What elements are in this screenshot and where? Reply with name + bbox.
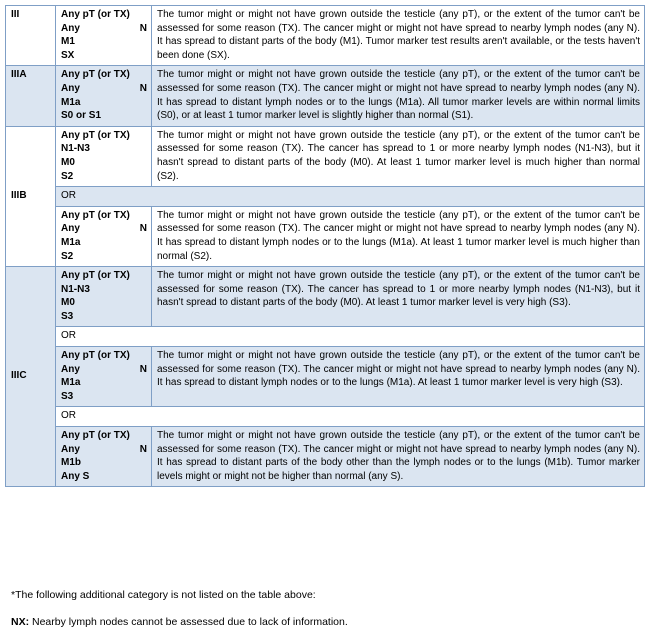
code-m: M1b (61, 457, 81, 469)
code-s: S2 (61, 170, 74, 182)
stage-codes (56, 206, 152, 266)
code-t: Any pT (or TX) (61, 209, 130, 221)
stage-description: The tumor might or might not have grown outside the testicle (any pT), or the extent of the tumor can't be assessed for some reason (TX). The cancer has spread to 1 or more nearby lymph nodes (N1-N3), but it hasn't spread to distant parts of the body (M0). At least 1 tumor marker level is much higher than normal (S2). (152, 126, 645, 186)
code-t: Any pT (or TX) (61, 430, 130, 442)
stage-codes (56, 267, 152, 327)
table-row-iiic-3 (6, 427, 645, 487)
or-divider: OR (56, 407, 645, 427)
code-s: SX (61, 49, 75, 61)
table-row-iiib-or (6, 187, 645, 207)
or-divider: OR (56, 327, 645, 347)
table-row-iii (6, 6, 645, 66)
code-s: S0 or S1 (61, 110, 102, 122)
table-row-iiic-1 (6, 267, 645, 327)
code-n (61, 222, 147, 236)
stage-codes (56, 427, 152, 487)
code-n-part: Any (61, 223, 80, 235)
stage-description: The tumor might or might not have grown outside the testicle (any pT), or the extent of the tumor can't be assessed for some reason (TX). The cancer might or might not have spread to nearby lymph nodes (any N). It has spread to distant lymph nodes or to the lungs (M1a). All tumor marker levels are within normal limits (S0), or at least 1 tumor marker level is slightly higher than normal (S1). (152, 66, 645, 126)
stage-codes (56, 347, 152, 407)
code-n-part: N (139, 363, 147, 375)
code-t: Any pT (or TX) (61, 9, 130, 20)
code-t: Any pT (or TX) (61, 69, 130, 81)
code-s: S2 (61, 250, 74, 262)
stage-description: The tumor might or might not have grown outside the testicle (any pT), or the extent of the tumor can't be assessed for some reason (TX). The cancer might or might not have spread to nearby lymph nodes (any N). It has spread to distant lymph nodes or to the lungs (M1a). At least 1 tumor marker level is very high (S3). (152, 347, 645, 407)
code-m: M1a (61, 236, 81, 248)
code-n-part: N (139, 82, 147, 94)
code-n (61, 22, 147, 36)
code-m: M1 (61, 36, 75, 48)
stage-description: The tumor might or might not have grown outside the testicle (any pT), or the extent of the tumor can't be assessed for some reason (TX). The cancer might or might not have spread to nearby lymph nodes (any N). It has spread to distant parts of the body (M1). Tumor marker test results aren't available, or the tests haven't been done (SX). (152, 6, 645, 66)
code-s: S3 (61, 310, 74, 322)
footnote-text: *The following additional category is not listed on the table above: (11, 589, 316, 601)
code-t: Any pT (or TX) (61, 350, 130, 362)
code-m: M0 (61, 156, 75, 168)
code-t: Any pT (or TX) (61, 270, 130, 282)
nx-definition (11, 616, 348, 628)
code-t: Any pT (or TX) (61, 129, 130, 141)
stage-codes (56, 6, 152, 66)
code-n: N1-N3 (61, 143, 90, 155)
code-n-part: N (139, 223, 147, 235)
table-row-iiic-or-1 (6, 327, 645, 347)
stage-label: IIIA (6, 66, 56, 126)
or-divider: OR (56, 187, 645, 207)
nx-definition-text: Nearby lymph nodes cannot be assessed due to lack of information. (29, 616, 348, 628)
code-n-part: Any (61, 363, 80, 375)
stage-codes (56, 66, 152, 126)
code-s: S3 (61, 390, 74, 402)
code-s: Any S (61, 470, 90, 482)
code-n-part: Any (61, 443, 80, 455)
code-line (61, 8, 147, 22)
table-row-iiib-1 (6, 126, 645, 186)
stage-description: The tumor might or might not have grown outside the testicle (any pT), or the extent of the tumor can't be assessed for some reason (TX). The cancer has spread to 1 or more nearby lymph nodes (N1-N3), but it hasn't spread to distant parts of the body (M0). At least 1 tumor marker level is very high (S3). (152, 267, 645, 327)
table-row-iiic-2 (6, 347, 645, 407)
stage-label: III (6, 6, 56, 66)
code-n-part: N (139, 443, 147, 455)
stage-description: The tumor might or might not have grown outside the testicle (any pT), or the extent of the tumor can't be assessed for some reason (TX). The cancer might or might not have spread to nearby lymph nodes (any N). It has spread to distant lymph nodes or to the lungs (M1a). At least 1 tumor marker level is much higher than normal (S2). (152, 206, 645, 266)
code-n (61, 443, 147, 457)
code-n-part: Any (61, 22, 80, 34)
stage-label: IIIC (6, 267, 56, 487)
code-n-part: N (139, 22, 147, 34)
code-n: N1-N3 (61, 283, 90, 295)
table-row-iiia (6, 66, 645, 126)
staging-table (5, 5, 645, 487)
code-m: M1a (61, 96, 81, 108)
code-m: M1a (61, 377, 81, 389)
stage-label: IIIB (6, 126, 56, 266)
stage-description: The tumor might or might not have grown outside the testicle (any pT), or the extent of the tumor can't be assessed for some reason (TX). The cancer might or might not have spread to nearby lymph nodes (any N). It has spread to distant parts of the body other than the lymph nodes or to the lungs (M1b). Tumor marker levels might or might not be higher than normal (any S). (152, 427, 645, 487)
nx-term: NX: (11, 616, 30, 628)
table-row-iiib-2 (6, 206, 645, 266)
stage-codes (56, 126, 152, 186)
table-row-iiic-or-2 (6, 407, 645, 427)
code-n (61, 82, 147, 96)
code-n (61, 363, 147, 377)
code-m: M0 (61, 297, 75, 309)
code-n-part: Any (61, 82, 80, 94)
